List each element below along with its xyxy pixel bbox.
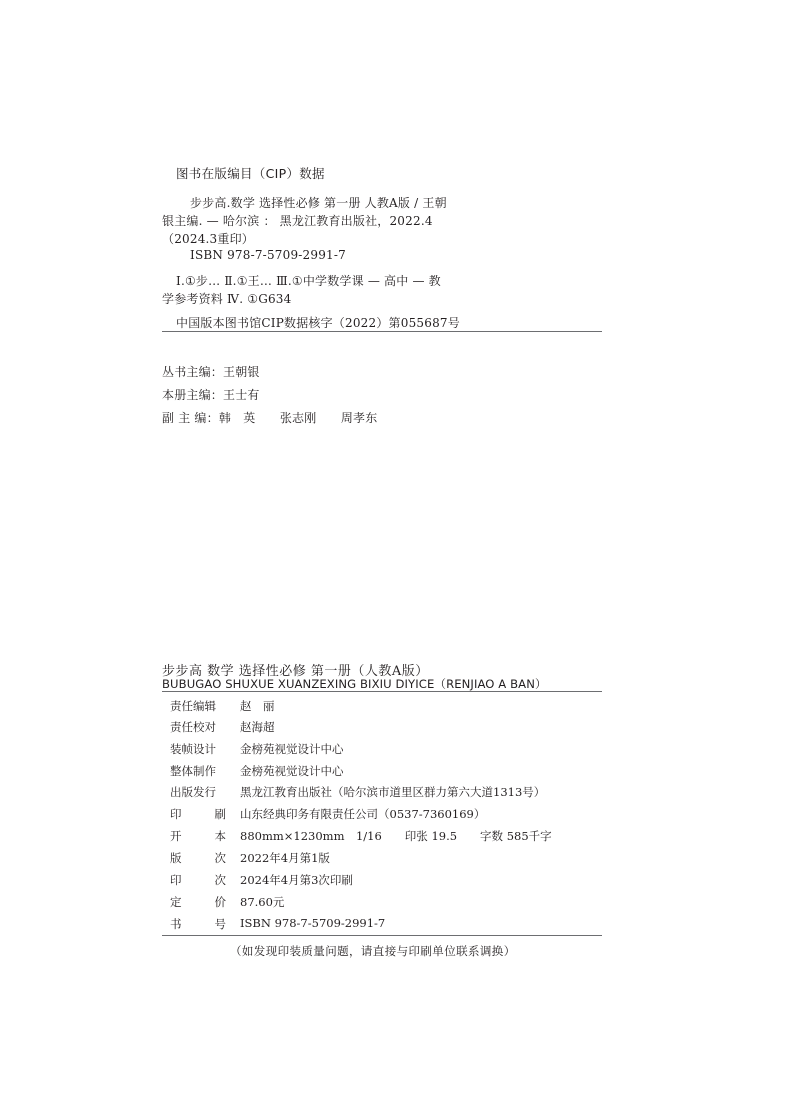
info-label-char: 本 bbox=[214, 829, 226, 843]
info-label bbox=[170, 850, 226, 866]
info-label-text: 装帧设计 bbox=[170, 742, 216, 756]
info-value: 87.60元 bbox=[240, 895, 285, 909]
info-value: 山东经典印务有限责任公司（0537-7360169） bbox=[240, 807, 486, 821]
info-value: 黑龙江教育出版社（哈尔滨市道里区群力第六大道1313号） bbox=[240, 785, 546, 799]
info-label-text: 整体制作 bbox=[170, 764, 216, 778]
cip-line-1: 步步高.数学 选择性必修 第一册 人教A版 / 王朝 bbox=[190, 196, 447, 210]
info-label-char: 版 bbox=[170, 851, 182, 865]
info-label-char: 刷 bbox=[214, 807, 226, 821]
cip-line-5: Ⅰ.①步… Ⅱ.①王… Ⅲ.①中学数学课 — 高中 — 教 bbox=[176, 274, 441, 288]
cip-divider bbox=[162, 331, 602, 332]
book-title-cn: 步步高 数学 选择性必修 第一册（人教A版） bbox=[162, 664, 429, 679]
editor-deputy bbox=[162, 409, 377, 426]
info-label-char: 开 bbox=[170, 829, 182, 843]
info-label-text: 出版发行 bbox=[170, 785, 216, 799]
info-value: 赵海超 bbox=[240, 720, 275, 734]
info-label bbox=[170, 698, 226, 714]
cip-line-2: 银主编. — 哈尔滨 ： 黑龙江教育出版社，2022.4 bbox=[162, 214, 433, 228]
info-label bbox=[170, 916, 226, 932]
info-value: 金榜苑视觉设计中心 bbox=[240, 764, 344, 778]
info-value: 金榜苑视觉设计中心 bbox=[240, 742, 344, 756]
info-value: ISBN 978-7-5709-2991-7 bbox=[240, 916, 386, 930]
info-label-char: 次 bbox=[214, 851, 226, 865]
editor-volume bbox=[162, 386, 260, 403]
info-label-char: 印 bbox=[170, 873, 182, 887]
info-label bbox=[170, 828, 226, 844]
info-label-text: 责任编辑 bbox=[170, 699, 216, 713]
cip-line-3: （2024.3重印） bbox=[162, 232, 254, 246]
info-label-char: 定 bbox=[170, 895, 182, 909]
info-label bbox=[170, 741, 226, 757]
cip-title: 图书在版编目（CIP）数据 bbox=[176, 166, 325, 181]
info-label bbox=[170, 872, 226, 888]
info-value: 880mm×1230mm 1/16 印张 19.5 字数 585千字 bbox=[240, 829, 552, 843]
info-label bbox=[170, 763, 226, 779]
info-label bbox=[170, 719, 226, 735]
cip-record: 中国版本图书馆CIP数据核字（2022）第055687号 bbox=[176, 316, 460, 330]
editor-series-label: 丛书主编： bbox=[162, 365, 224, 379]
info-label-char: 次 bbox=[214, 873, 226, 887]
info-top-divider bbox=[162, 691, 602, 692]
info-label-char: 书 bbox=[170, 917, 182, 931]
editor-deputy-value: 韩 英 张志刚 周孝东 bbox=[218, 411, 378, 425]
info-label bbox=[170, 894, 226, 910]
info-label-char: 印 bbox=[170, 807, 182, 821]
quality-notice: （如发现印装质量问题，请直接与印刷单位联系调换） bbox=[230, 944, 516, 958]
info-label-char: 价 bbox=[214, 895, 226, 909]
info-value: 2022年4月第1版 bbox=[240, 851, 330, 865]
cip-line-4: ISBN 978-7-5709-2991-7 bbox=[190, 248, 346, 262]
cip-line-6: 学参考资料 Ⅳ. ①G634 bbox=[162, 292, 292, 306]
editor-volume-value: 王士有 bbox=[223, 388, 260, 402]
editor-series-value: 王朝银 bbox=[223, 365, 260, 379]
info-value: 2024年4月第3次印刷 bbox=[240, 873, 353, 887]
info-label-char: 号 bbox=[214, 917, 226, 931]
book-title-pinyin: BUBUGAO SHUXUE XUANZEXING BIXIU DIYICE（RENJIAO A BAN） bbox=[162, 677, 547, 691]
info-label bbox=[170, 784, 226, 800]
editor-volume-label: 本册主编： bbox=[162, 388, 224, 402]
editor-series bbox=[162, 363, 260, 380]
info-label-text: 责任校对 bbox=[170, 720, 216, 734]
info-value: 赵 丽 bbox=[240, 699, 275, 713]
info-label bbox=[170, 806, 226, 822]
info-bottom-divider bbox=[162, 935, 602, 936]
editor-deputy-label: 副 主 编： bbox=[162, 411, 219, 425]
